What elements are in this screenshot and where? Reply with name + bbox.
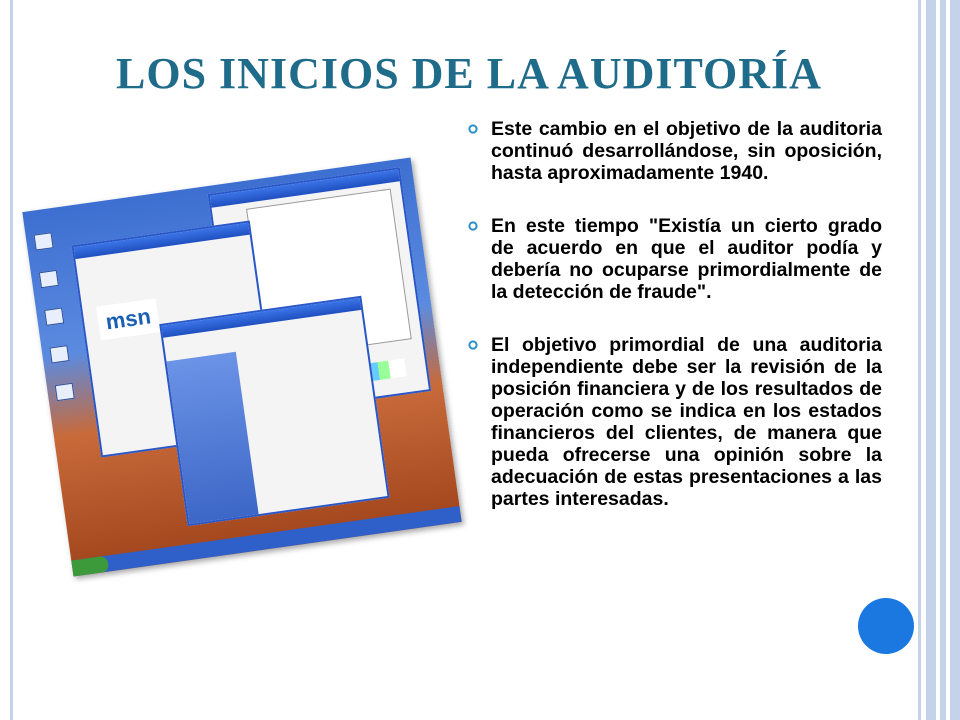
bullet-ring-icon — [468, 340, 478, 350]
desktop-icon — [44, 307, 64, 325]
msn-logo: msn — [96, 298, 160, 340]
explorer-window — [159, 296, 389, 526]
bullet-text: Este cambio en el objetivo de la auditoria continuó desarrollándose, sin oposición, hasta aproximadamente 1940. — [491, 118, 882, 184]
bullet-ring-icon — [468, 221, 478, 231]
bullet-text: El objetivo primordial de una auditoria independiente debe ser la revisión de la posición financiera y de los resultados de operación como se indica en los estados financieros del clientes, de manera que pueda ofrecerse una opinión sobre la adecuación de estas presentaciones a las partes interesadas. — [491, 334, 882, 510]
desktop-icon — [55, 383, 75, 401]
bullet-text: En este tiempo "Existía un cierto grado de acuerdo en que el auditor podía y debería no ocuparse primordialmente de la detección de fraude". — [491, 215, 882, 303]
windows-desktop-screenshot — [34, 172, 452, 562]
bullet-item — [468, 334, 882, 510]
desktop-icon — [34, 232, 54, 250]
bullet-item — [468, 118, 882, 184]
start-button — [71, 556, 109, 577]
bullet-item — [468, 215, 882, 303]
task-panel — [166, 352, 258, 524]
right-border-line — [918, 0, 921, 720]
right-border-line — [926, 0, 936, 720]
bullet-list — [468, 118, 882, 541]
desktop-icon — [39, 270, 59, 288]
screenshot-frame — [22, 158, 461, 577]
blue-circle-icon — [858, 598, 914, 654]
bullet-ring-icon — [468, 124, 478, 134]
taskbar — [71, 506, 461, 576]
slide-title: LOS INICIOS DE LA AUDITORÍA — [116, 49, 822, 98]
window-titlebar — [74, 223, 250, 259]
desktop-background — [22, 158, 461, 577]
desktop-icon — [49, 345, 69, 363]
left-border-line — [10, 0, 13, 720]
right-border-line — [940, 0, 946, 720]
right-border-line — [950, 0, 960, 720]
